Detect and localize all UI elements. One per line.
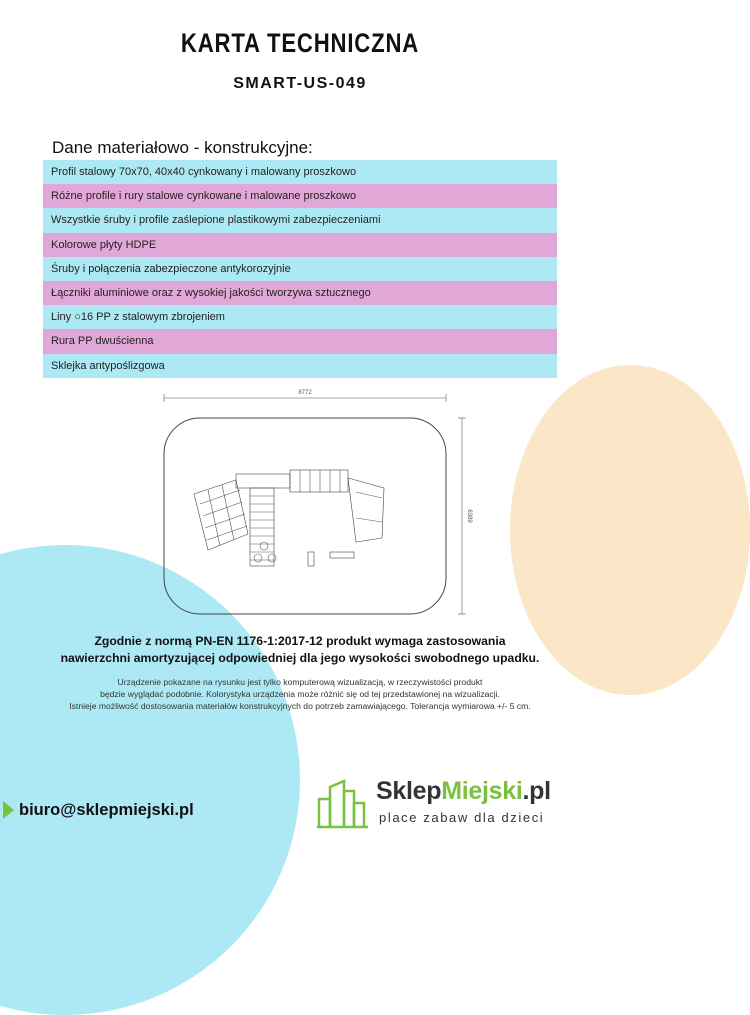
material-row: Wszystkie śruby i profile zaślepione plastikowymi zabezpieczeniami <box>43 208 557 232</box>
norm-line-2: nawierzchni amortyzującej odpowiedniej dla jego wysokości swobodnego upadku. <box>60 651 540 665</box>
logo-name-part-2: Miejski <box>441 777 523 805</box>
logo-tagline: place zabaw dla dzieci <box>379 810 545 825</box>
norm-notice <box>30 633 570 667</box>
email-address[interactable]: biuro@sklepmiejski.pl <box>19 800 194 819</box>
disclaimer-line-1: Urządzenie pokazane na rysunku jest tylko komputerową wizualizacją, w rzeczywistości produkt <box>117 677 483 687</box>
product-code: SMART-US-049 <box>233 75 367 92</box>
bench <box>330 552 354 558</box>
company-logo[interactable] <box>316 775 591 835</box>
safety-zone-outline <box>164 418 446 614</box>
disclaimer-line-2: będzie wyglądać podobnie. Kolorystyka urządzenia może różnić się od tej przedstawionej na wizualizacji. <box>100 689 500 699</box>
material-row: Profil stalowy 70x70, 40x40 cynkowany i malowany proszkowo <box>43 160 557 184</box>
left-deck <box>236 474 290 488</box>
materials-heading: Dane materiałowo - konstrukcyjne: <box>52 138 313 157</box>
post <box>308 552 314 566</box>
disclaimer-line-3: Istnieje możliwość dostosowania materiałów konstrukcyjnych do potrzeb zamawiającego. Tolerancja wymiarowa +/- 5 cm. <box>69 701 531 711</box>
buildings-icon <box>316 777 372 831</box>
right-deck <box>290 470 348 492</box>
material-row: Łączniki aluminiowe oraz z wysokiej jakości tworzywa sztucznego <box>43 281 557 305</box>
depth-dimension-label: 6389 <box>466 509 472 523</box>
logo-name-part-3: .pl <box>522 777 551 805</box>
material-row: Śruby i połączenia zabezpieczone antykorozyjnie <box>43 257 557 281</box>
arrow-icon <box>3 801 14 819</box>
material-row: Różne profile i rury stalowe cynkowane i malowane proszkowo <box>43 184 557 208</box>
technical-drawing <box>150 386 470 626</box>
left-platform-net <box>194 480 248 550</box>
right-platform <box>348 478 384 542</box>
material-row: Sklejka antypoślizgowa <box>43 354 557 378</box>
stepping-stone <box>268 554 276 562</box>
logo-wordmark <box>376 777 551 806</box>
norm-line-1: Zgodnie z normą PN-EN 1176-1:2017-12 produkt wymaga zastosowania <box>94 634 506 648</box>
stepping-stone <box>260 542 268 550</box>
material-row: Rura PP dwuścienna <box>43 329 557 353</box>
contact-email[interactable] <box>3 799 194 821</box>
disclaimer <box>10 676 590 712</box>
materials-list <box>43 160 557 378</box>
logo-name-part-1: Sklep <box>376 777 442 805</box>
material-row: Kolorowe płyty HDPE <box>43 233 557 257</box>
stepping-stone <box>254 554 262 562</box>
material-row: Liny ○16 PP z stalowym zbrojeniem <box>43 305 557 329</box>
page-title: KARTA TECHNICZNA <box>180 28 420 58</box>
width-dimension-label: 8772 <box>298 390 312 396</box>
